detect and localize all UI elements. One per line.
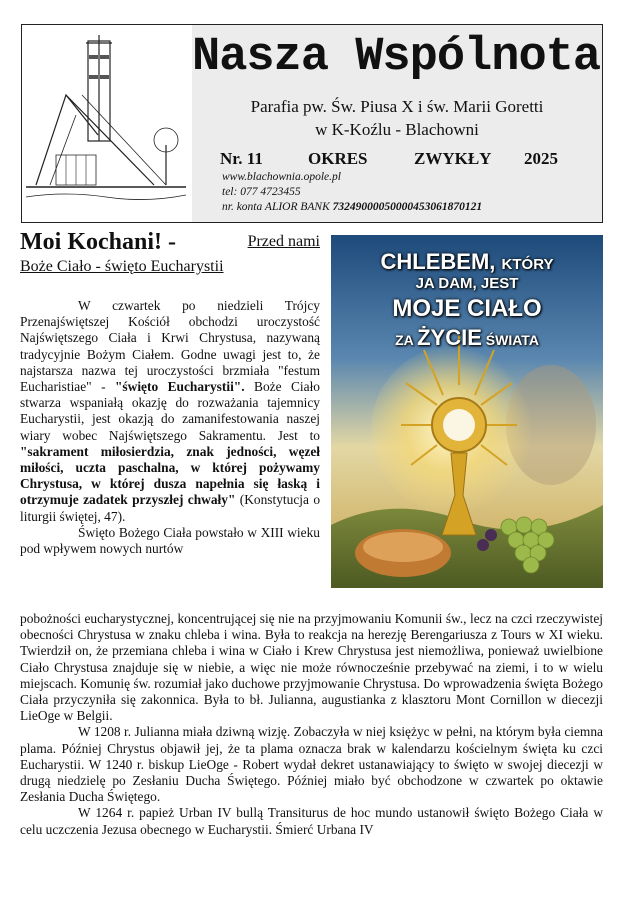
paragraph-1 [20, 298, 320, 525]
p1-bold-b: "święto Eucharystii". [115, 379, 245, 395]
church-drawing-icon [26, 35, 186, 218]
article-headline [20, 231, 320, 278]
intro-line-1: Przed nami [247, 233, 320, 250]
bank-label: nr. konta ALIOR BANK [222, 201, 330, 213]
poster-word-chlebem: CHLEBEM, [380, 249, 496, 274]
paragraph-2-start: Święto Bożego Ciała powstało w XIII wieku pod wpływem nowych nurtów [20, 524, 320, 557]
poster-line-4 [331, 325, 603, 351]
bank-account [222, 201, 482, 213]
issue-period: OKRES [308, 149, 368, 168]
p1-text-e: (Konstytucja o liturgii świętej, 47). [20, 492, 321, 524]
article-full-width [20, 611, 603, 838]
paragraph-2-cont: pobożności eucharystycznej, koncentrującej się nie na przyjmowaniu Komunii św., lecz na czci rzeczywistej obecności Chrystusa w znaku chleba i wina. Była to reakcja na herezję Berengariusza z Tours w XI wieku. Twierdził on, że przemiana chleba i wina w Ciało i Krew Chrystusa jest niemożliwa, ponieważ uwielbione Ciało Chrystusa znajduje się w niebie, a więc nie może równocześnie przebywać na ziemi, i to w wielu miejscach. Komunię św. rozumiał jako duchowe przyjmowanie Chrystusa. Do wprowadzenia święta Bożego Ciała przyczyniła się zakonnica. Była to bł. Julianna, augustianka z klasztoru Mont Cornillon w diecezji LieOge w Belgii. [20, 611, 603, 724]
poster-line-2: JA DAM, JEST [415, 275, 519, 292]
bank-number: 73249000050000453061870121 [332, 201, 483, 213]
p1-text-c: Boże Ciało stwarza wspaniałą okazję do rozważania tajemnicy Eucharystii, jest okazją do zamanifestowania naszej wiary wobec Najświętszego Sakramentu. Jest to [20, 379, 320, 443]
issue-year: 2025 [524, 149, 558, 168]
poster-word-za: ZA [395, 332, 414, 348]
poster-word-zycie: ŻYCIE [417, 325, 482, 350]
issue-period-2: ZWYKŁY [414, 149, 492, 168]
website-link[interactable]: www.blachownia.opole.pl [222, 171, 341, 183]
parish-name: Parafia pw. Św. Piusa X i św. Marii Goretti [250, 97, 544, 116]
greeting: Moi Kochani! - [20, 229, 176, 255]
p1-text-a: W czwartek po niedzieli Trójcy Przenajświętszej Kościół obchodzi uroczystość Najświętszego Ciała i Krwi Chrystusa, nazywaną tradycyjnie Bożym Ciałem. Godne uwagi jest to, że najstarsza nazwa tej uroczystości brzmiała "festum Eucharistiae" - [20, 298, 320, 395]
phone-number: tel: 077 4723455 [222, 186, 301, 198]
intro-line-2: Boże Ciało - święto Eucharystii [20, 258, 224, 275]
parish-location: w K-Koźlu - Blachowni [315, 120, 479, 139]
poster-line-1 [331, 249, 603, 275]
poster-line-3: MOJE CIAŁO [392, 295, 542, 322]
corpus-christi-poster [331, 235, 603, 588]
p1-bold-quote: "sakrament miłosierdzia, znak jedności, węzeł miłości, uczta paschalna, w której pożywamy Chrystusa, w której dusza napełnia się łaską i otrzymuje zadatek przyszłej chwały" [20, 443, 320, 508]
masthead-panel [192, 25, 602, 222]
poster-word-swiata: ŚWIATA [485, 332, 539, 348]
paragraph-4: W 1264 r. papież Urban IV bullą Transiturus de hoc mundo ustanowił święto Bożego Ciała w celu uczczenia Jezusa obecnego w Eucharystii. Śmierć Urbana IV [20, 805, 603, 837]
poster-word-ktory: KTÓRY [501, 256, 554, 273]
paragraph-3: W 1208 r. Julianna miała dziwną wizję. Zobaczyła w niej księżyc w pełni, na którym była ciemna plama. Później Chrystus objawił jej, że ta plama oznacza brak w kalendarzu kościelnym święta ku czci Eucharystii. W 1240 r. biskup LieOge - Robert wydał dekret ustanawiający to święto w swojej diecezji w drugą niedzielę po Zesłaniu Ducha Świętego. Później miało być obchodzone w czwartek po oktawie Zesłania Ducha Świętego. [20, 724, 603, 805]
issue-number: Nr. 11 [220, 149, 263, 168]
article-column [20, 298, 320, 557]
newsletter-title: Nasza Wspólnota [192, 31, 601, 84]
masthead [21, 24, 603, 223]
